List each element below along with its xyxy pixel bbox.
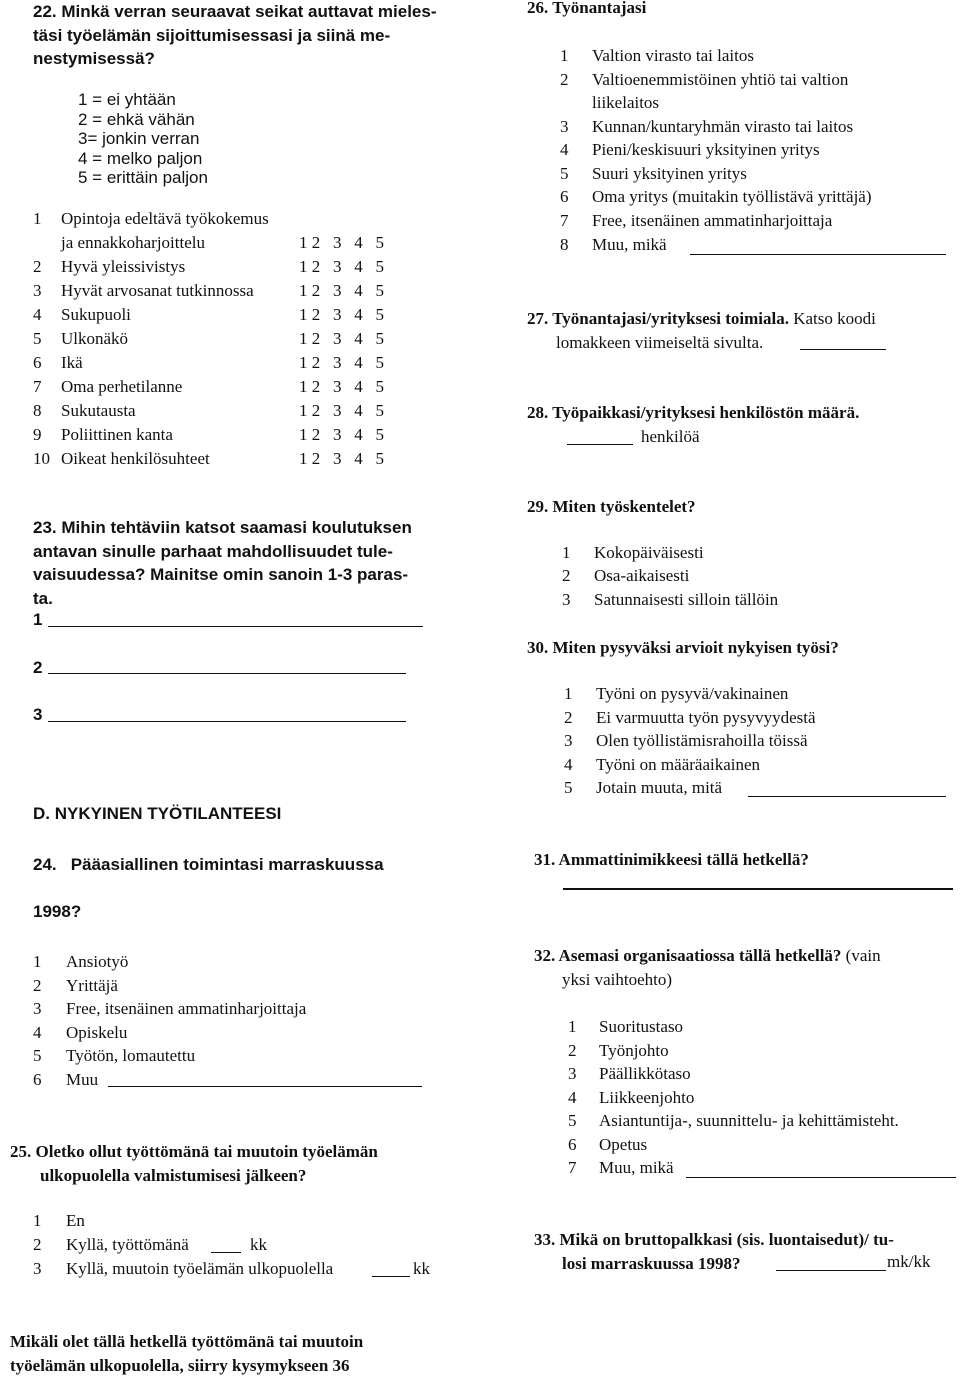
rating-scale[interactable]: 1 2 3 4 5 [299, 425, 384, 444]
q23-blank-2-number: 2 [33, 658, 43, 677]
q33-title: 33. Mikä on bruttopalkkasi (sis. luontaisedut)/ tu- losi marraskuussa 1998? [534, 1230, 894, 1273]
q23-blank-3-number: 3 [33, 705, 43, 724]
rating-scale[interactable]: 1 2 3 4 5 [299, 257, 384, 276]
q30-title: 30. Miten pysyväksi arvioit nykyisen työsi? [527, 638, 839, 657]
q27-code-line[interactable] [800, 349, 886, 350]
rating-scale[interactable]: 1 2 3 4 5 [299, 377, 384, 396]
q28-title: 28. Työpaikkasi/yrityksesi henkilöstön määrä. [527, 403, 860, 422]
rating-scale[interactable]: 1 2 3 4 5 [299, 233, 384, 252]
q23-answer-line-3[interactable] [48, 721, 406, 722]
rating-scale[interactable]: 1 2 3 4 5 [299, 401, 384, 420]
unit-kk: kk [413, 1259, 430, 1278]
q25-outside-months-line[interactable] [372, 1276, 410, 1277]
q23-title: 23. Mihin tehtäviin katsot saamasi koulutuksen antavan sinulle parhaat mahdollisuudet tule- vaisuudessa? Mainitse omin sanoin 1-3 paras- ta. [33, 518, 412, 608]
rating-scale[interactable]: 1 2 3 4 5 [299, 305, 384, 324]
rating-scale[interactable]: 1 2 3 4 5 [299, 329, 384, 348]
q25-unemployed-months-line[interactable] [211, 1252, 241, 1253]
rating-scale[interactable]: 1 2 3 4 5 [299, 449, 384, 468]
q24-title-cont: 1998? [33, 902, 82, 921]
q27: 27. Työnantajasi/yrityksesi toimiala. Katso koodi lomakkeen viimeiseltä sivulta. [527, 309, 876, 352]
q28-unit: henkilöä [641, 427, 700, 446]
q24-other-line[interactable] [108, 1086, 422, 1087]
rating-scale[interactable]: 1 2 3 4 5 [299, 281, 384, 300]
unit-kk: kk [250, 1235, 267, 1254]
q23-blank-1-number: 1 [33, 610, 43, 629]
footer-note: Mikäli olet tällä hetkellä työttömänä tai muutoin työelämän ulkopuolella, siirry kysymykseen 36 [10, 1332, 364, 1375]
q33-unit: mk/kk [887, 1252, 931, 1271]
q25-title: 25. Oletko ollut työttömänä tai muutoin työelämän ulkopuolella valmistumisesi jälkeen? [10, 1142, 378, 1185]
q22-item-1[interactable]: 1 Opintoja edeltävä työkokemus [33, 209, 269, 228]
q24-title: 24. Pääasiallinen toimintasi marraskuussa [33, 855, 384, 874]
rating-scale[interactable]: 1 2 3 4 5 [299, 353, 384, 372]
q22-scale-legend: 1 = ei yhtään 2 = ehkä vähän 3= jonkin verran 4 = melko paljon 5 = erittäin paljon [78, 90, 208, 187]
q28-count-line[interactable] [567, 444, 633, 445]
q29-title: 29. Miten työskentelet? [527, 497, 696, 516]
q26-other-line[interactable] [690, 254, 946, 255]
q23-answer-line-2[interactable] [48, 673, 406, 674]
q31-title: 31. Ammattinimikkeesi tällä hetkellä? [534, 850, 809, 869]
q31-answer-line[interactable] [563, 888, 953, 890]
section-d-heading: D. NYKYINEN TYÖTILANTEESI [33, 804, 282, 823]
q22-title: 22. Minkä verran seuraavat seikat auttavat mieles- täsi työelämän sijoittumisessasi ja siinä me- nestymisessä? [33, 2, 437, 68]
q32-other-line[interactable] [686, 1177, 956, 1178]
q22-item-1-cont: ja ennakkoharjoittelu 1 2 3 4 5 [61, 233, 384, 252]
q26-title: 26. Työnantajasi [527, 0, 647, 17]
q32: 32. Asemasi organisaatiossa tällä hetkellä? (vain yksi vaihtoehto) [534, 946, 881, 989]
q23-answer-line-1[interactable] [48, 626, 423, 627]
q30-other-line[interactable] [748, 796, 946, 797]
q33-salary-line[interactable] [776, 1270, 886, 1271]
